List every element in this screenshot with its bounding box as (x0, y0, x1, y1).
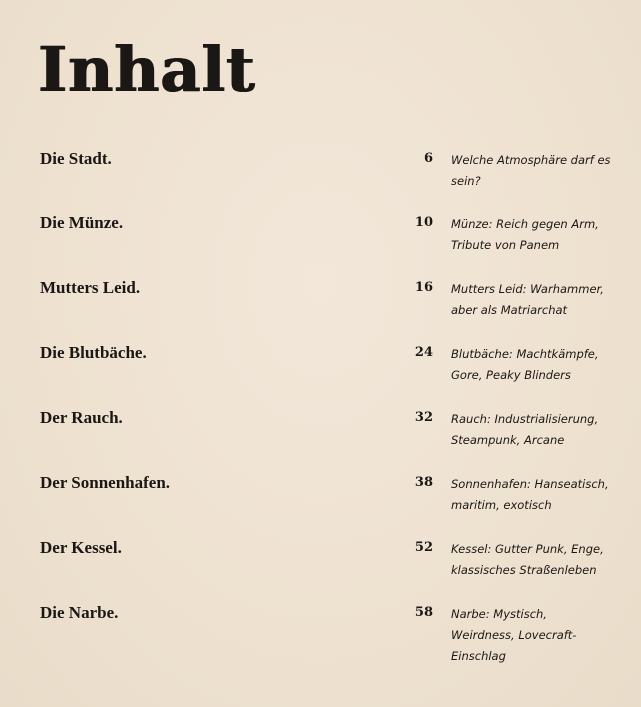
page-title: Inhalt (38, 33, 256, 106)
chapter-note: Kessel: Gutter Punk, Enge, klassisches Straßenleben (451, 542, 604, 577)
page-number: 16 (414, 280, 433, 295)
chapter-title: Die Narbe. (40, 603, 119, 622)
page-number: 24 (414, 345, 433, 360)
chapter-title: Die Blutbäche. (40, 343, 147, 362)
chapter-note: Sonnenhafen: Hanseatisch, maritim, exotisch (451, 477, 609, 512)
chapter-note: Rauch: Industrialisierung, Steampunk, Arcane (451, 412, 599, 447)
chapter-title: Die Stadt. (40, 149, 112, 168)
chapter-title: Der Sonnenhafen. (40, 473, 171, 492)
toc-entry-mutters-leid (0, 277, 641, 337)
toc-entry-die-muenze (0, 212, 641, 272)
chapter-title: Der Kessel. (40, 538, 122, 557)
chapter-note: Münze: Reich gegen Arm, Tribute von Panem (451, 217, 599, 252)
toc-entry-die-stadt (0, 148, 641, 208)
page-number: 58 (414, 605, 433, 620)
toc-entry-der-sonnenhafen (0, 472, 641, 532)
page-number: 6 (423, 151, 433, 166)
toc-entry-der-kessel (0, 537, 641, 597)
chapter-title: Mutters Leid. (40, 278, 141, 297)
chapter-note: Mutters Leid: Warhammer, aber als Matriarchat (451, 282, 604, 317)
toc-entry-der-rauch (0, 407, 641, 467)
page-number: 52 (414, 540, 433, 555)
chapter-note: Blutbäche: Machtkämpfe, Gore, Peaky Blinders (451, 347, 599, 382)
toc-entry-die-blutbaeche (0, 342, 641, 402)
toc-entry-die-narbe (0, 602, 641, 662)
chapter-title: Die Münze. (40, 213, 124, 232)
page-number: 38 (414, 475, 433, 490)
chapter-note: Narbe: Mystisch, Weirdness, Lovecraft-Einschlag (451, 607, 577, 663)
chapter-note: Welche Atmosphäre darf es sein? (451, 153, 611, 188)
chapter-title: Der Rauch. (40, 408, 123, 427)
page-number: 32 (414, 410, 433, 425)
page-number: 10 (414, 215, 433, 230)
